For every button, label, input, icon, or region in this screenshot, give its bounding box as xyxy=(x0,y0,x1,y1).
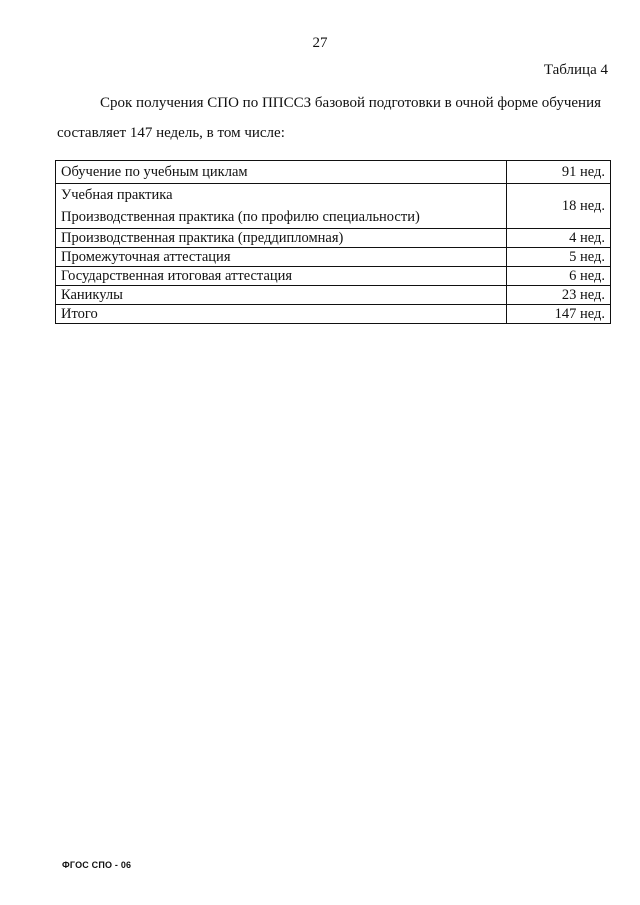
row-value: 5 нед. xyxy=(507,248,611,267)
row-value: 91 нед. xyxy=(507,161,611,184)
row-value: 4 нед. xyxy=(507,229,611,248)
row-value: 18 нед. xyxy=(507,184,611,229)
row-value: 147 нед. xyxy=(507,305,611,324)
intro-line-2: составляет 147 недель, в том числе: xyxy=(57,125,285,141)
row-name: Каникулы xyxy=(56,286,507,305)
intro-line-1: Срок получения СПО по ППССЗ базовой подготовки в очной форме обучения xyxy=(100,95,601,111)
row-value: 6 нед. xyxy=(507,267,611,286)
table-row xyxy=(56,248,611,267)
row-value: 23 нед. xyxy=(507,286,611,305)
row-name: Учебная практика xyxy=(56,184,507,207)
table-row xyxy=(56,267,611,286)
table-row xyxy=(56,229,611,248)
intro-paragraph xyxy=(57,88,612,148)
footer-code: ФГОС СПО - 06 xyxy=(62,860,132,870)
page-number: 27 xyxy=(312,35,328,51)
row-name: Производственная практика (преддипломная) xyxy=(56,229,507,248)
row-name: Обучение по учебным циклам xyxy=(56,161,507,184)
study-terms-table xyxy=(55,160,611,324)
row-name: Итого xyxy=(56,305,507,324)
table-label: Таблица 4 xyxy=(543,62,608,78)
table-row xyxy=(56,184,611,207)
row-name: Производственная практика (по профилю специальности) xyxy=(56,206,507,229)
row-name: Промежуточная аттестация xyxy=(56,248,507,267)
table-row xyxy=(56,161,611,184)
table-row xyxy=(56,305,611,324)
table-row xyxy=(56,286,611,305)
row-name: Государственная итоговая аттестация xyxy=(56,267,507,286)
